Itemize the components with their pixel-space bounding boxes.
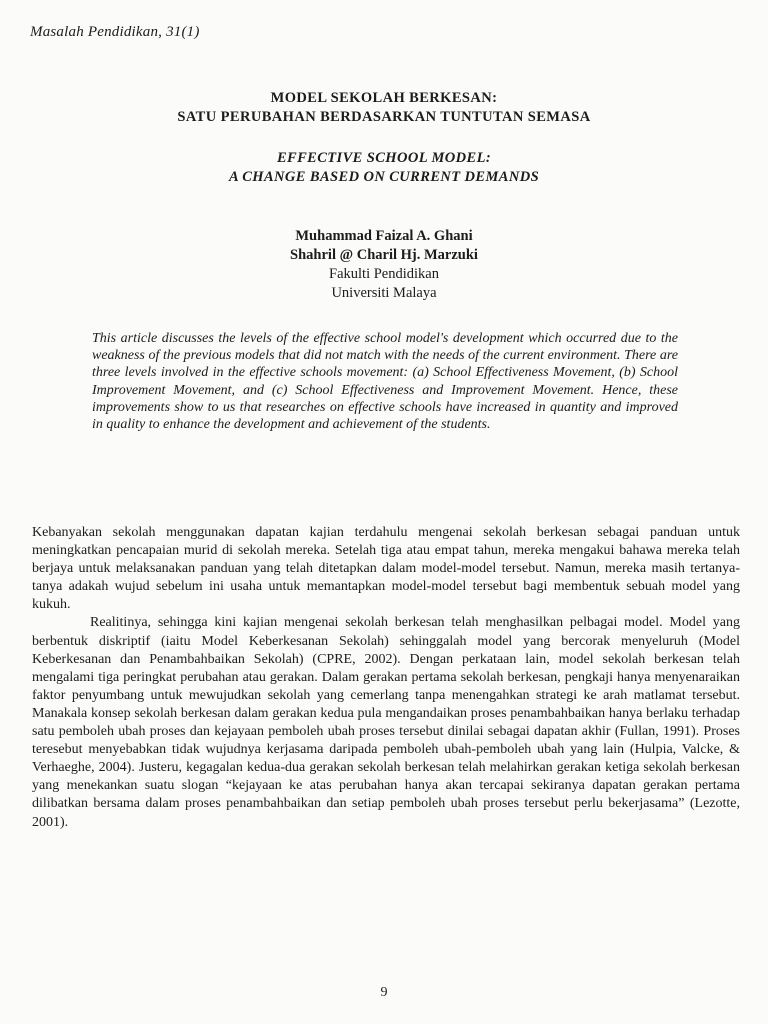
title-english-line-1: EFFECTIVE SCHOOL MODEL: xyxy=(276,150,492,166)
title-block xyxy=(0,89,768,187)
title-malay xyxy=(0,89,768,127)
author-block xyxy=(0,227,768,303)
body-paragraph-1: Kebanyakan sekolah menggunakan dapatan kajian terdahulu mengenai sekolah berkesan sebagai panduan untuk meningkatkan pencapaian murid di sekolah mereka. Setelah tiga atau empat tahun, mereka mengakui bahawa mereka telah berjaya untuk melaksanakan panduan yang telah ditetapkan dalam model-model tersebut. Namun, mereka masih tertanya-tanya adakah wujud sebelum ini usaha untuk memantapkan model-model tersebut bagi membentuk sebuah model yang kukuh. xyxy=(32,525,740,613)
journal-header: Masalah Pendidikan, 31(1) xyxy=(30,24,200,40)
page-number: 9 xyxy=(380,985,388,1000)
body-text xyxy=(32,524,740,832)
author-faculty: Fakulti Pendidikan xyxy=(329,266,439,282)
title-english-line-2: A CHANGE BASED ON CURRENT DEMANDS xyxy=(228,169,540,185)
title-malay-line-2: SATU PERUBAHAN BERDASARKAN TUNTUTAN SEMASA xyxy=(177,109,591,125)
abstract: This article discusses the levels of the effective school model's development which occurred due to the weakness of the previous models that did not match with the needs of the current environment. There are three levels involved in the effective schools movement: (a) School Effectiveness Movement, (b) School Improvement Movement, and (c) School Effectiveness and Improvement Movement. Hence, these improvements show to us that researches on effective schools have increased in quantity and improved in quality to enhance the development and achievement of the students. xyxy=(92,331,678,433)
title-malay-line-1: MODEL SEKOLAH BERKESAN: xyxy=(270,90,498,106)
body-paragraph-2: Realitinya, sehingga kini kajian mengenai sekolah berkesan telah menghasilkan pelbagai model. Model yang berbentuk diskriptif (iaitu Model Keberkesanan Sekolah) sehinggalah model yang bercorak menyeluruh (Model Keberkesanan dan Penambahbaikan Sekolah) (CPRE, 2002). Dengan perkataan lain, model sekolah berkesan telah mengalami tiga peringkat perubahan atau gerakan. Dalam gerakan pertama sekolah berkesan, pengkaji hanya menyenaraikan faktor penyumbang untuk mewujudkan sekolah yang cemerlang tanpa menengahkan strategi ke arah matlamat tersebut. Manakala konsep sekolah berkesan dalam gerakan kedua pula mengandaikan proses penambahbaikan hanya berlaku terhadap satu pemboleh ubah proses dan kejayaan pemboleh ubah proses tersebut dinilai sebagai dapatan akhir (Fullan, 1991). Proses teresebut menyebabkan tidak wujudnya kerjasama daripada pemboleh ubah-pemboleh ubah yang lain (Hulpia, Valcke, & Verhaeghe, 2004). Justeru, kegagalan kedua-dua gerakan sekolah berkesan telah melahirkan gerakan ketiga sekolah berkesan yang menekankan suatu slogan “kejayaan ke atas perubahan hanya akan tercapai sekiranya dapatan gerakan pertama dilibatkan bersama dalam proses penambahbaikan dan setiap pemboleh ubah proses tersebut perlu bekerjasama” (Lezotte, 2001). xyxy=(32,615,740,830)
author-university: Universiti Malaya xyxy=(331,285,437,301)
author-name-1: Muhammad Faizal A. Ghani xyxy=(295,228,473,244)
title-english xyxy=(0,149,768,187)
author-name-2: Shahril @ Charil Hj. Marzuki xyxy=(290,247,478,263)
